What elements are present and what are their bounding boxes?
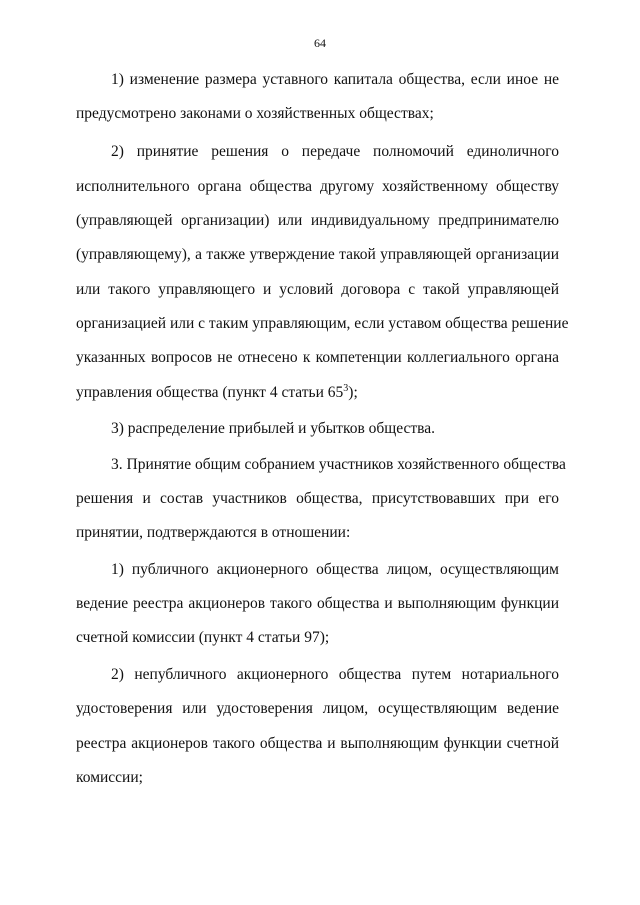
text-line-with-superscript [76,384,559,402]
text-line: (управляющему), а также утверждение такой управляющей организации [76,246,559,263]
text-line: 2) непубличного акционерного общества путем нотариального [111,666,559,683]
text-line: 3) распределение прибылей и убытков общества. [111,420,436,437]
text-segment: ); [348,384,358,401]
text-line: 1) изменение размера уставного капитала общества, если иное не [111,71,559,88]
text-line: 2) принятие решения о передаче полномочий единоличного [111,143,559,160]
text-line: решения и состав участников общества, присутствовавших при его [76,490,559,507]
text-segment: управления общества (пункт 4 статьи 65 [76,384,344,401]
text-line: организацией или с таким управляющим, если уставом общества решение [76,315,569,332]
superscript: 3 [343,382,349,394]
text-line: (управляющей организации) или индивидуальному предпринимателю [76,212,559,229]
text-line: указанных вопросов не отнесено к компетенции коллегиального органа [76,349,559,366]
text-line: или такого управляющего и условий договора с такой управляющей [76,281,559,298]
text-line: исполнительного органа общества другому хозяйственному обществу [76,178,559,195]
text-line: комиссии; [76,769,143,786]
text-line: удостоверения или удостоверения лицом, осуществляющим ведение [76,700,559,717]
text-line: предусмотрено законами о хозяйственных обществах; [76,105,434,122]
text-line: принятии, подтверждаются в отношении: [76,524,351,541]
page-number: 64 [314,36,326,50]
text-line: счетной комиссии (пункт 4 статьи 97); [76,629,330,646]
text-line: ведение реестра акционеров такого общества и выполняющим функции [76,595,559,612]
text-line: 1) публичного акционерного общества лицом, осуществляющим [111,561,559,578]
text-line: реестра акционеров такого общества и выполняющим функции счетной [76,735,559,752]
text-line: 3. Принятие общим собранием участников хозяйственного общества [111,456,566,473]
